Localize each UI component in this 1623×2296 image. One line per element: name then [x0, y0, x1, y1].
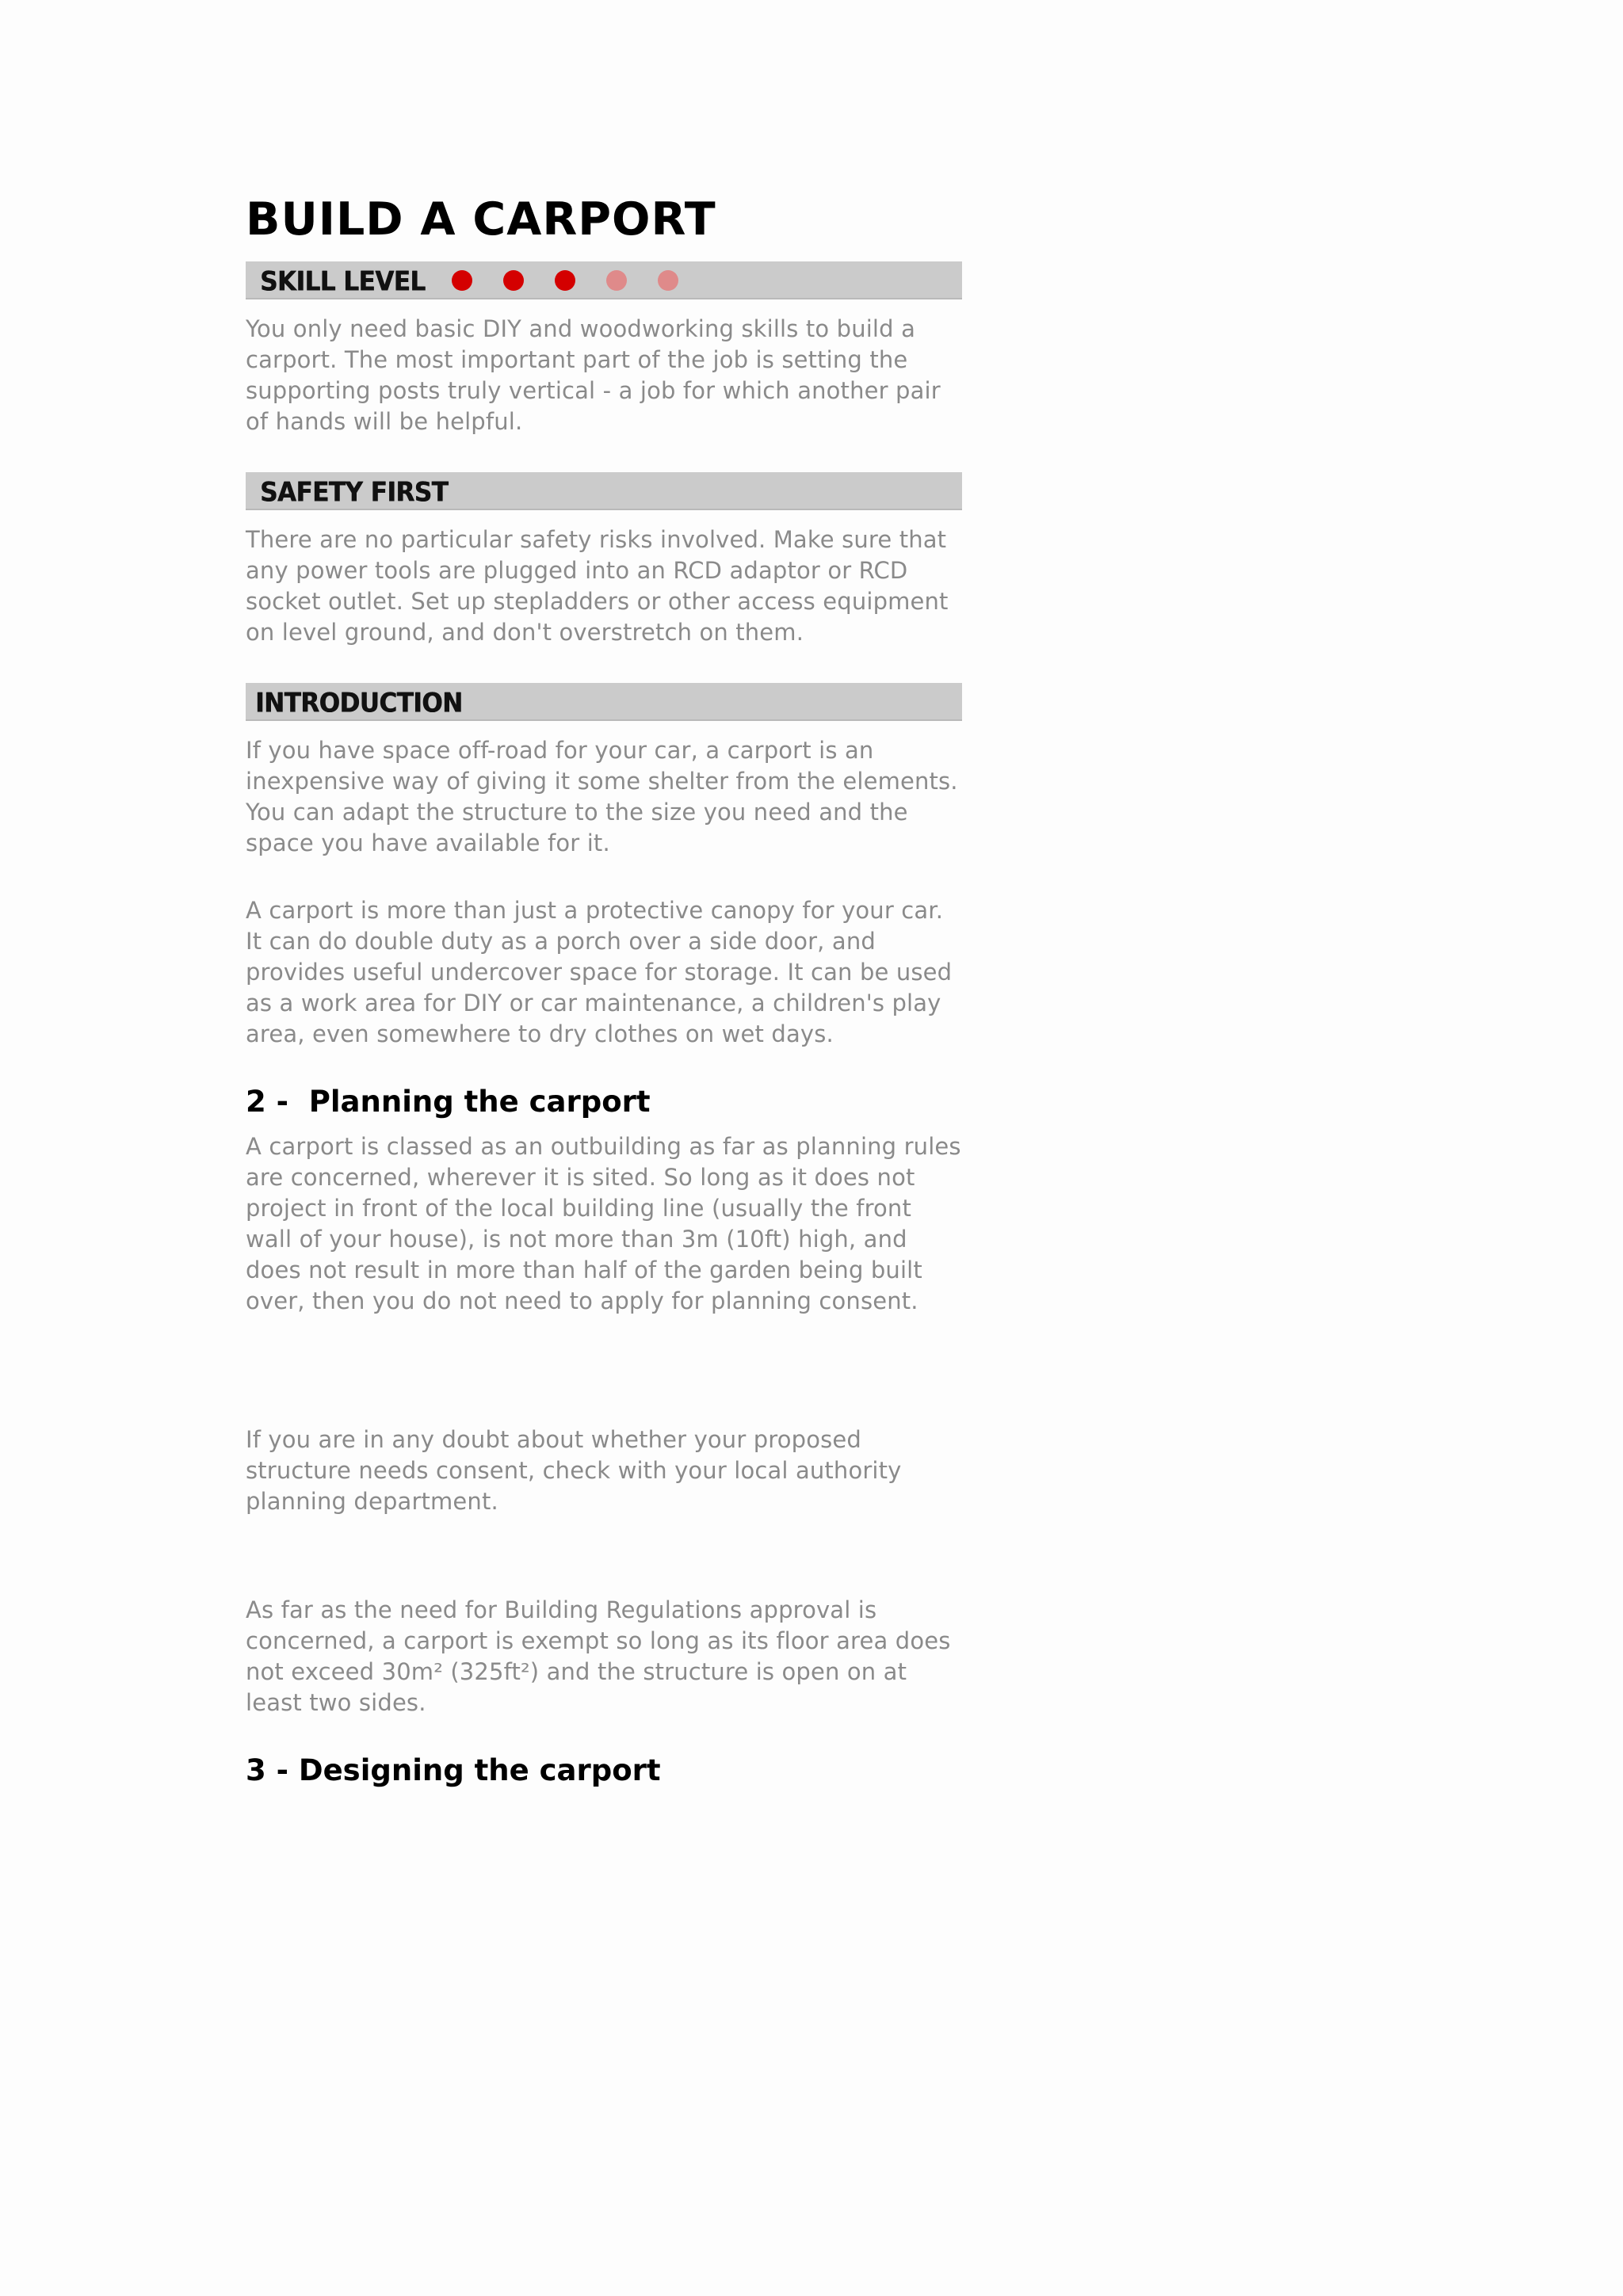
skill-dot-4: [606, 270, 627, 291]
skill-dot-1: [452, 270, 472, 291]
safety-paragraph: There are no particular safety risks involved. Make sure that any power tools are plugged into an RCD adaptor or RCD socket outlet. Set up stepladders or other access equipment on level ground, and don't overstretch on them.: [246, 526, 949, 646]
skill-dot-3: [555, 270, 575, 291]
safety-first-banner: [246, 472, 962, 510]
planning-paragraph-1: A carport is classed as an outbuilding as far as planning rules are concerned, wherever it is sited. So long as it does not project in front of the local building line (usually the front wall of your house), is not more than 3m (10ft) high, and does not result in more than half of the garden being built over, then you do not need to apply for planning consent.: [246, 1133, 961, 1314]
skill-level-label: SKILL LEVEL: [260, 266, 426, 297]
intro-paragraph-2: A carport is more than just a protective canopy for your car. It can do double duty as a porch over a side door, and provides useful undercover space for storage. It can be used as a work area for DIY or car maintenance, a children's play area, even somewhere to dry clothes on wet days.: [246, 897, 953, 1047]
introduction-banner: [246, 683, 962, 721]
safety-first-label: SAFETY FIRST: [260, 477, 449, 508]
introduction-label: INTRODUCTION: [255, 688, 463, 719]
page-title: BUILD A CARPORT: [246, 193, 716, 246]
intro-paragraph-1: If you have space off-road for your car, a carport is an inexpensive way of giving it some shelter from the elements. You can adapt the structure to the size you need and the space you have available for it.: [246, 737, 958, 856]
skill-paragraph: You only need basic DIY and woodworking skills to build a carport. The most important part of the job is setting the supporting posts truly vertical - a job for which another pair of hands will be helpful.: [246, 315, 941, 435]
skill-level-banner: [246, 261, 962, 299]
skill-dot-2: [503, 270, 524, 291]
planning-heading: 2 - Planning the carport: [246, 1085, 651, 1119]
planning-paragraph-2: If you are in any doubt about whether your proposed structure needs consent, check with your local authority planning department.: [246, 1426, 902, 1515]
skill-dot-5: [658, 270, 678, 291]
designing-heading: 3 - Designing the carport: [246, 1753, 661, 1787]
planning-paragraph-3: As far as the need for Building Regulations approval is concerned, a carport is exempt so long as its floor area does not exceed 30m² (325ft²) and the structure is open on at least two sides.: [246, 1596, 951, 1716]
